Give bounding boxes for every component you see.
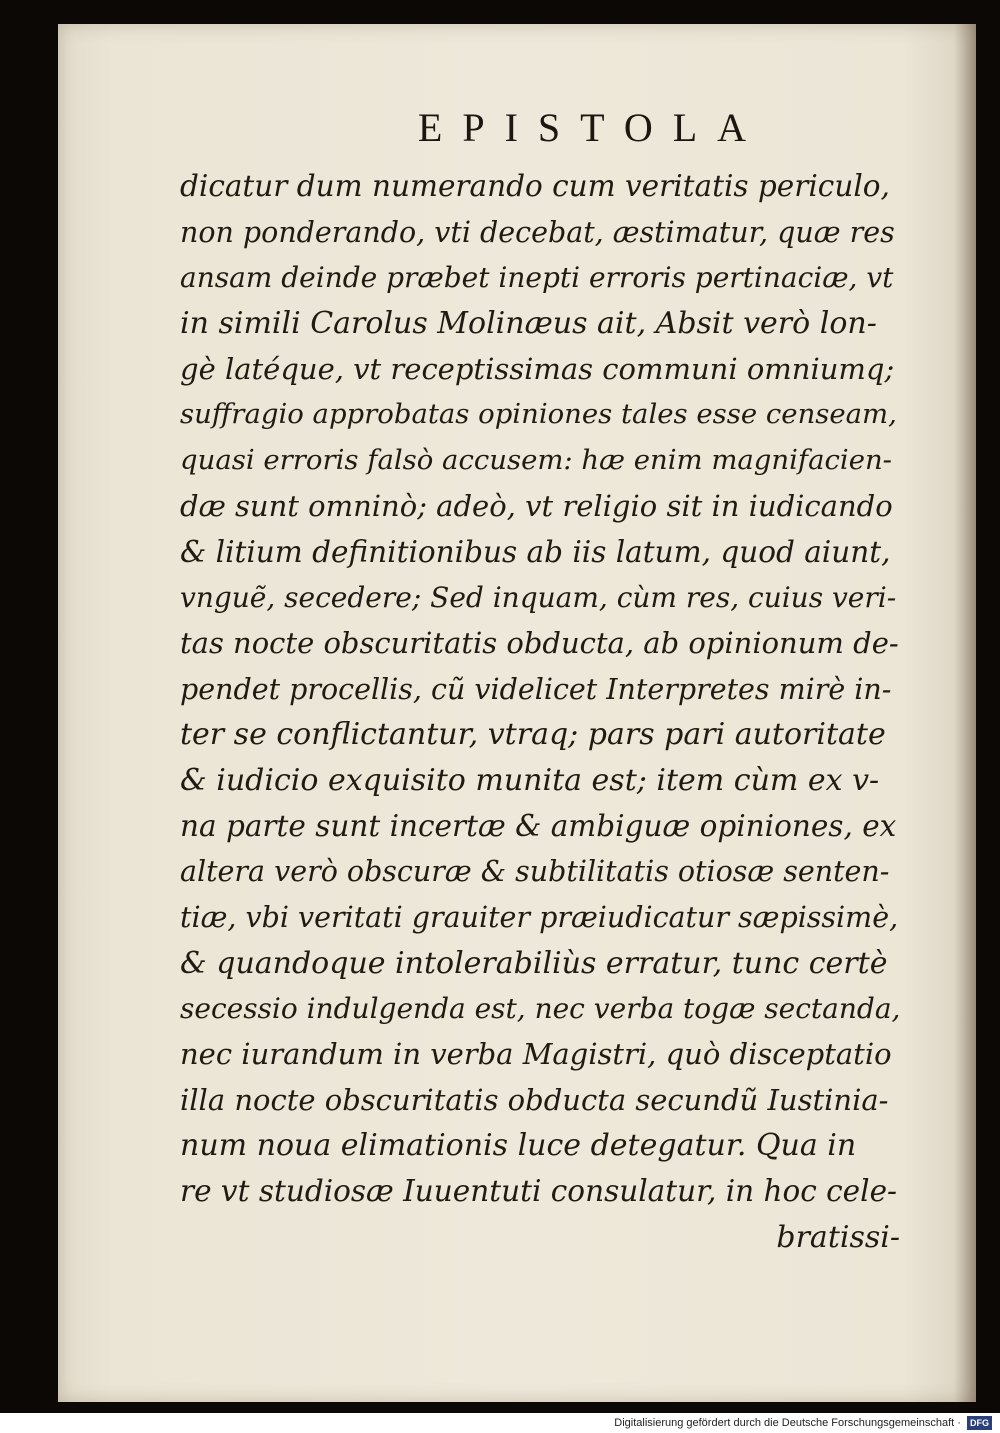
text-line: dicatur dum numerando cum veritatis periculo,: [180, 169, 890, 203]
text-line: na parte sunt incertæ & ambiguæ opiniones, ex: [180, 808, 897, 843]
text-line: re vt studiosæ Iuuentuti consulatur, in hoc cele-: [180, 1174, 898, 1209]
text-line: nec iurandum in verba Magistri, quò disceptatio: [180, 1037, 892, 1072]
text-line: suffragio approbatas opiniones tales esse censeam,: [180, 398, 897, 431]
footer-text: Digitalisierung gefördert durch die Deutsche Forschungsgemeinschaft ·: [614, 1417, 961, 1429]
text-line: tiæ, vbi veritati grauiter præiudicatur sæpissimè,: [180, 901, 899, 934]
text-line: altera verò obscuræ & subtilitatis otiosæ senten-: [180, 855, 890, 889]
text-line: pendet procellis, cũ videlicet Interpretes mirè in-: [180, 672, 892, 706]
text-line: & litium definitionibus ab iis latum, quod aiunt,: [180, 534, 891, 569]
text-line: dæ sunt omninò; adeò, vt religio sit in iudicando: [180, 488, 893, 523]
text-line: num noua elimationis luce detegatur. Qua in: [180, 1128, 857, 1164]
catchword: bratissi-: [776, 1219, 900, 1255]
text-line: gè latéque, vt receptissimas communi omniumq;: [180, 351, 895, 386]
text-line: tas nocte obscuritatis obducta, ab opinionum de-: [180, 625, 899, 660]
text-line: vnguẽ, secedere; Sed inquam, cùm res, cuius veri-: [180, 581, 897, 615]
running-head: EPISTOLA: [417, 105, 767, 150]
dfg-logo: DFG: [967, 1416, 992, 1430]
digitization-footer: [0, 1413, 1000, 1433]
text-line: & iudicio exquisito munita est; item cùm ex v-: [180, 762, 880, 798]
text-line: secessio indulgenda est, nec verba togæ sectanda,: [180, 992, 901, 1026]
text-line: & quandoque intolerabiliùs erratur, tunc certè: [180, 945, 888, 981]
text-line: ter se conflictantur, vtraq; pars pari autoritate: [180, 717, 886, 753]
book-page: [58, 24, 976, 1402]
text-line: ansam deinde præbet inepti erroris pertinaciæ, vt: [180, 261, 894, 295]
text-line: in simili Carolus Molinæus ait, Absit verò lon-: [180, 306, 877, 342]
page-body: [180, 164, 900, 1261]
text-line: quasi erroris falsò accusem: hæ enim magnifacien-: [180, 444, 892, 477]
text-line: illa nocte obscuritatis obducta secundũ Iustinia-: [180, 1082, 889, 1117]
text-line: non ponderando, vti decebat, æstimatur, quæ res: [180, 215, 895, 249]
